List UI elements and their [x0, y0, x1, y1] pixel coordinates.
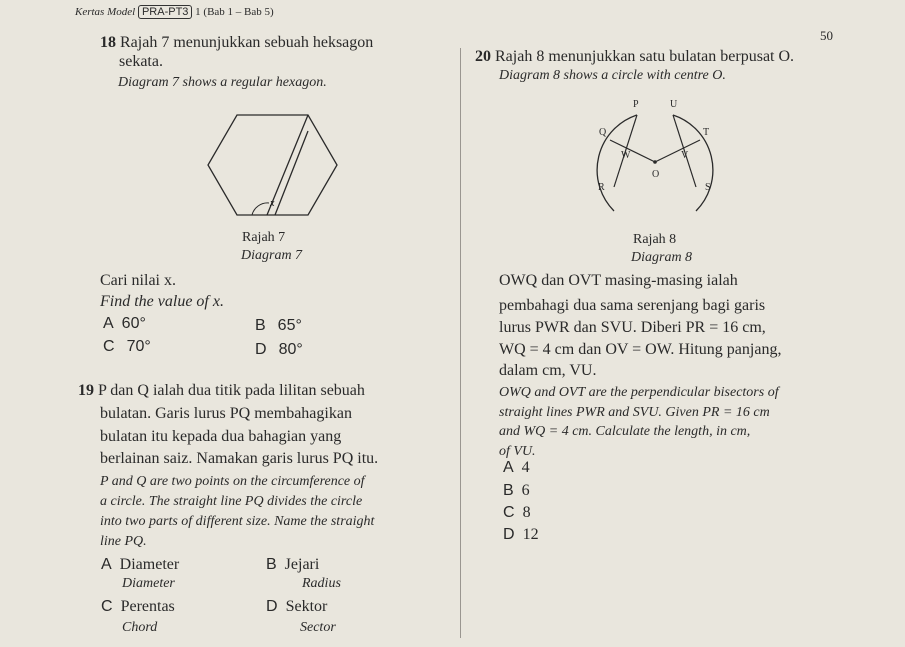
header-suffix: 1 (Bab 1 – Bab 5) — [195, 6, 274, 18]
circle-diagram — [585, 95, 725, 235]
q19-option-d-english: Sector — [300, 620, 336, 635]
q19-number: 19 — [78, 382, 94, 399]
q20-malay-line2: pembahagi dua sama serenjang bagi garis — [499, 297, 766, 314]
q18-option-b[interactable]: B 65° — [255, 317, 302, 334]
q19-option-b-english: Radius — [302, 576, 341, 591]
header-prefix: Kertas Model — [75, 6, 136, 18]
label-p: P — [633, 99, 639, 110]
q19-option-a[interactable]: A Diameter — [101, 556, 180, 573]
q18-option-a[interactable]: A 60° — [103, 315, 146, 332]
q19-english-line3: into two parts of different size. Name the straight — [100, 514, 375, 529]
q19-option-c[interactable]: C Perentas — [101, 598, 175, 615]
q20-english-line1: OWQ and OVT are the perpendicular bisectors of — [499, 385, 779, 400]
q20-caption-malay: Rajah 8 — [633, 232, 677, 247]
q20-option-b[interactable]: B 6 — [503, 482, 530, 499]
hexagon-diagram — [205, 110, 340, 220]
q20-malay-line1: OWQ dan OVT masing-masing ialah — [499, 272, 738, 289]
q20-option-d[interactable]: D 12 — [503, 526, 539, 543]
q18-ask-malay: Cari nilai x. — [100, 272, 176, 289]
label-s: S — [705, 182, 711, 193]
q18-option-d[interactable]: D 80° — [255, 341, 303, 358]
q20-option-c[interactable]: C 8 — [503, 504, 531, 521]
label-u: U — [670, 99, 678, 110]
q18-caption-english: Diagram 7 — [241, 248, 303, 263]
q19-english-line4: line PQ. — [100, 534, 147, 549]
q20-english-line2: straight lines PWR and SVU. Given PR = 16 cm — [499, 405, 770, 420]
q19-english-line2: a circle. The straight line PQ divides the circle — [100, 494, 363, 509]
hexagon-angle-label: x — [270, 198, 275, 209]
q19-malay-line1: P dan Q ialah dua titik pada lilitan sebuah — [98, 382, 365, 399]
q18-caption-malay: Rajah 7 — [242, 230, 286, 245]
q19-option-c-english: Chord — [122, 620, 158, 635]
q20-caption-english: Diagram 8 — [631, 250, 693, 265]
label-t: T — [703, 127, 710, 138]
label-r: R — [598, 182, 605, 193]
q20-malay-title: Rajah 8 menunjukkan satu bulatan berpusat O. — [495, 48, 795, 65]
column-divider — [460, 48, 461, 638]
q18-ask-english: Find the value of x. — [100, 293, 224, 310]
q20-malay-line3: lurus PWR dan SVU. Diberi PR = 16 cm, — [499, 319, 766, 336]
q19-option-a-english: Diameter — [122, 576, 175, 591]
q19-option-d[interactable]: D Sektor — [266, 598, 328, 615]
q18-malay-line1: Rajah 7 menunjukkan sebuah heksagon — [120, 34, 374, 51]
q20-english-line3: and WQ = 4 cm. Calculate the length, in cm, — [499, 424, 751, 439]
q19-english-line1: P and Q are two points on the circumference of — [100, 474, 365, 489]
q18-malay-line2: sekata. — [119, 53, 163, 70]
q19-malay-line4: berlainan saiz. Namakan garis lurus PQ itu. — [100, 450, 379, 467]
q19-option-b[interactable]: B Jejari — [266, 556, 320, 573]
label-w: W — [621, 150, 631, 161]
q20-number: 20 — [475, 48, 491, 65]
label-v: V — [681, 150, 689, 161]
label-o: O — [652, 169, 660, 180]
page-number: 50 — [820, 28, 833, 43]
q19-malay-line2: bulatan. Garis lurus PQ membahagikan — [100, 405, 352, 422]
q20-option-a[interactable]: A 4 — [503, 459, 530, 476]
q19-malay-line3: bulatan itu kepada dua bahagian yang — [100, 428, 342, 445]
q20-malay-line5: dalam cm, VU. — [499, 362, 597, 379]
q20-malay-line4: WQ = 4 cm dan OV = OW. Hitung panjang, — [499, 341, 782, 358]
q18-option-c[interactable]: C 70° — [103, 338, 151, 355]
label-q: Q — [599, 127, 607, 138]
page-header — [75, 6, 274, 18]
q18-english: Diagram 7 shows a regular hexagon. — [118, 75, 327, 90]
q18-number: 18 — [100, 34, 116, 51]
q20-english-title: Diagram 8 shows a circle with centre O. — [499, 68, 726, 83]
q20-english-line4: of VU. — [499, 444, 536, 459]
header-code-badge: PRA-PT3 — [138, 5, 192, 19]
